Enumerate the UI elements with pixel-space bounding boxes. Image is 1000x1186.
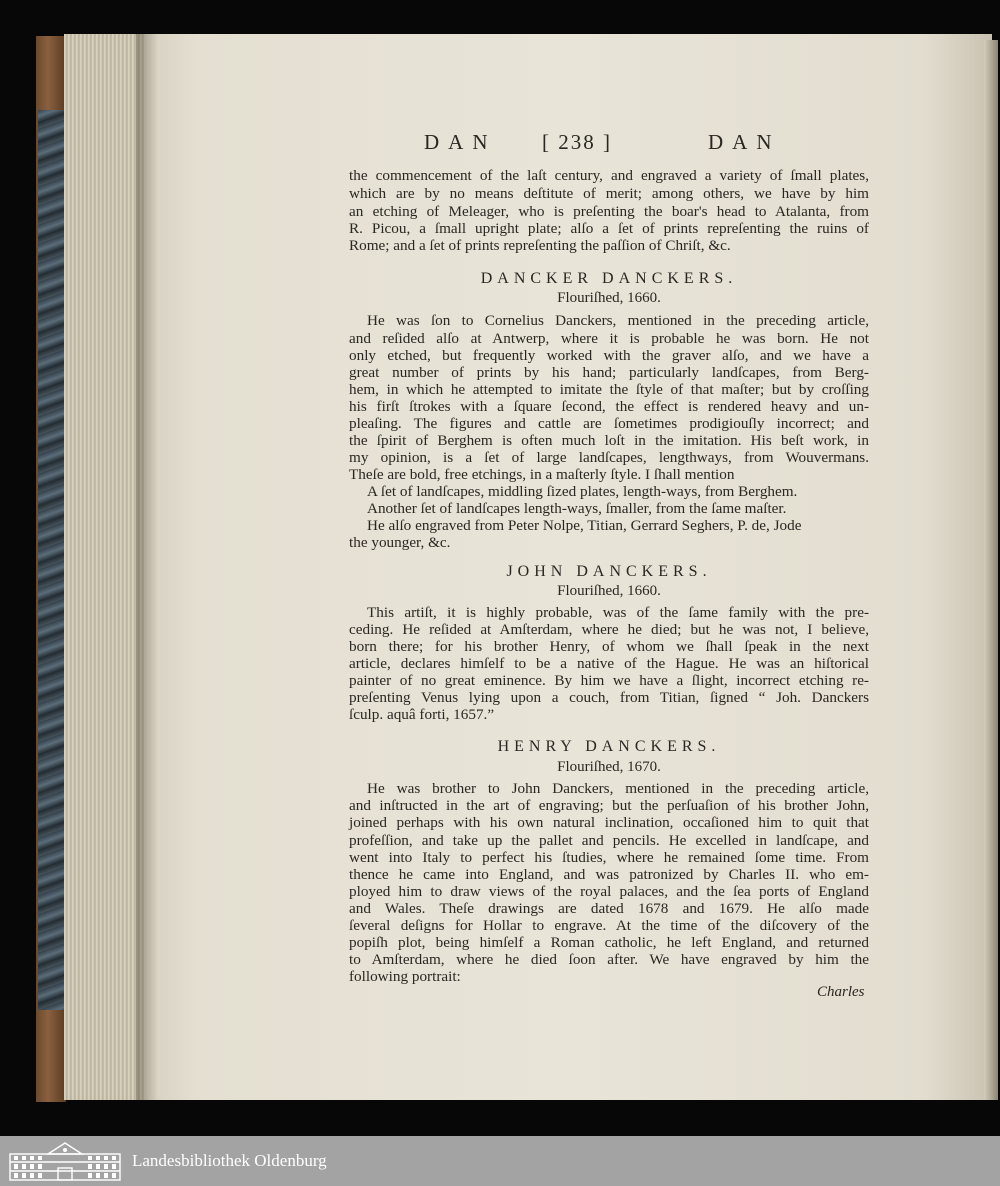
- text-line: and Wales. Theſe drawings are dated 1678 and 1679. He alſo made: [349, 900, 869, 917]
- text-line: Another ſet of landſcapes length-ways, ſmaller, from the ſame maſter.: [367, 500, 787, 517]
- text-line: He was ſon to Cornelius Danckers, mentioned in the preceding article,: [367, 312, 869, 329]
- text-line: to Amſterdam, where he died ſoon after. We have engraved by him the: [349, 951, 869, 968]
- text-line: his firſt ſtrokes with a ſquare ſecond, the effect is rendered heavy and un-: [349, 398, 869, 415]
- text-line: the younger, &c.: [349, 534, 451, 551]
- text-line: A ſet of landſcapes, middling ſized plates, length-ways, from Berghem.: [367, 483, 798, 500]
- text-line: hem, in which he attempted to imitate the ſtyle of that maſter; but by croſſing: [349, 381, 869, 398]
- library-name: Landesbibliothek Oldenburg: [132, 1151, 327, 1170]
- text-line: and reſided alſo at Antwerp, where it is probable he was born. He not: [349, 330, 869, 347]
- text-line: article, declares himſelf to be a native of the Hague. He was an hiſtorical: [349, 655, 869, 672]
- text-line: ſeveral deſigns for Hollar to engrave. At the time of the diſcovery of the: [349, 917, 869, 934]
- running-head-right: DAN: [708, 130, 781, 154]
- marbled-cover: [38, 110, 64, 1010]
- text-line: an etching of Meleager, who is preſenting the boar's head to Atalanta, from: [349, 203, 869, 220]
- flourished-date: Flouriſhed, 1670.: [557, 759, 661, 775]
- text-line: pleaſing. The figures and cattle are ſometimes prodigiouſly incorrect; and: [349, 415, 869, 432]
- flourished-date: Flouriſhed, 1660.: [557, 583, 661, 599]
- section-heading: HENRY DANCKERS.: [497, 738, 721, 755]
- text-line: Theſe are bold, free etchings, in a maſterly ſtyle. I ſhall mention: [349, 466, 735, 483]
- gutter-shadow: [136, 34, 158, 1100]
- text-line: which are by no means deſtitute of merit; among others, we have by him: [349, 185, 869, 202]
- text-line: He alſo engraved from Peter Nolpe, Titian, Gerrard Seghers, P. de, Jode: [367, 517, 802, 534]
- section-heading: JOHN DANCKERS.: [506, 563, 712, 580]
- text-line: born there; for his brother Henry, of whom we ſhall ſpeak in the next: [349, 638, 869, 655]
- text-line: Rome; and a ſet of prints repreſenting the paſſion of Chriſt, &c.: [349, 237, 731, 254]
- text-line: ceding. He reſided at Amſterdam, where he died; but he was not, I believe,: [349, 621, 869, 638]
- text-line: preſenting Venus lying upon a couch, from Titian, ſigned “ Joh. Danckers: [349, 689, 869, 706]
- library-building-icon: [8, 1140, 122, 1186]
- section-heading: DANCKER DANCKERS.: [480, 270, 738, 287]
- text-line: following portrait:: [349, 968, 461, 985]
- text-line: only etched, but frequently worked with the graver alſo, and we have a: [349, 347, 869, 364]
- text-line: R. Picou, a ſmall upright plate; alſo a ſet of prints repreſenting the ruins of: [349, 220, 869, 237]
- text-line: and inſtructed in the art of engraving; but the perſuaſion of his brother John,: [349, 797, 869, 814]
- text-line: thence he came into England, and was patronized by Charles II. who em-: [349, 866, 869, 883]
- text-line: painter of no great eminence. By him we have a ſlight, incorrect etching re-: [349, 672, 869, 689]
- text-line: This artiſt, it is highly probable, was of the ſame family with the pre-: [367, 604, 869, 621]
- text-line: great number of prints by his hand; particularly landſcapes, from Berg-: [349, 364, 869, 381]
- text-line: joined perhaps with his own natural inclination, occaſioned him to quit that: [349, 814, 869, 831]
- text-line: He was brother to John Danckers, mentioned in the preceding article,: [367, 780, 869, 797]
- flourished-date: Flouriſhed, 1660.: [557, 290, 661, 306]
- running-head-left: DAN: [424, 130, 497, 154]
- text-line: profeſſion, and take up the pallet and pencils. He excelled in landſcape, and: [349, 832, 869, 849]
- text-line: went into Italy to perfect his ſtudies, where he remained ſome time. From: [349, 849, 869, 866]
- text-line: the ſpirit of Berghem is often much loſt in the imitation. His beſt work, in: [349, 432, 869, 449]
- running-head: [424, 130, 796, 160]
- text-line: ployed him to draw views of the royal palaces, and the ſea ports of England: [349, 883, 869, 900]
- text-line: popiſh plot, being himſelf a Roman catholic, he left England, and returned: [349, 934, 869, 951]
- text-line: the commencement of the laſt century, and engraved a variety of ſmall plates,: [349, 167, 869, 184]
- catchword: Charles: [817, 984, 865, 1000]
- text-line: ſculp. aquâ forti, 1657.”: [349, 706, 495, 723]
- footer-bar: [0, 1136, 1000, 1186]
- text-line: my opinion, is a ſet of large landſcapes, lengthways, from Wouvermans.: [349, 449, 869, 466]
- page-number: [ 238 ]: [542, 130, 612, 154]
- page-edge: [984, 40, 998, 1100]
